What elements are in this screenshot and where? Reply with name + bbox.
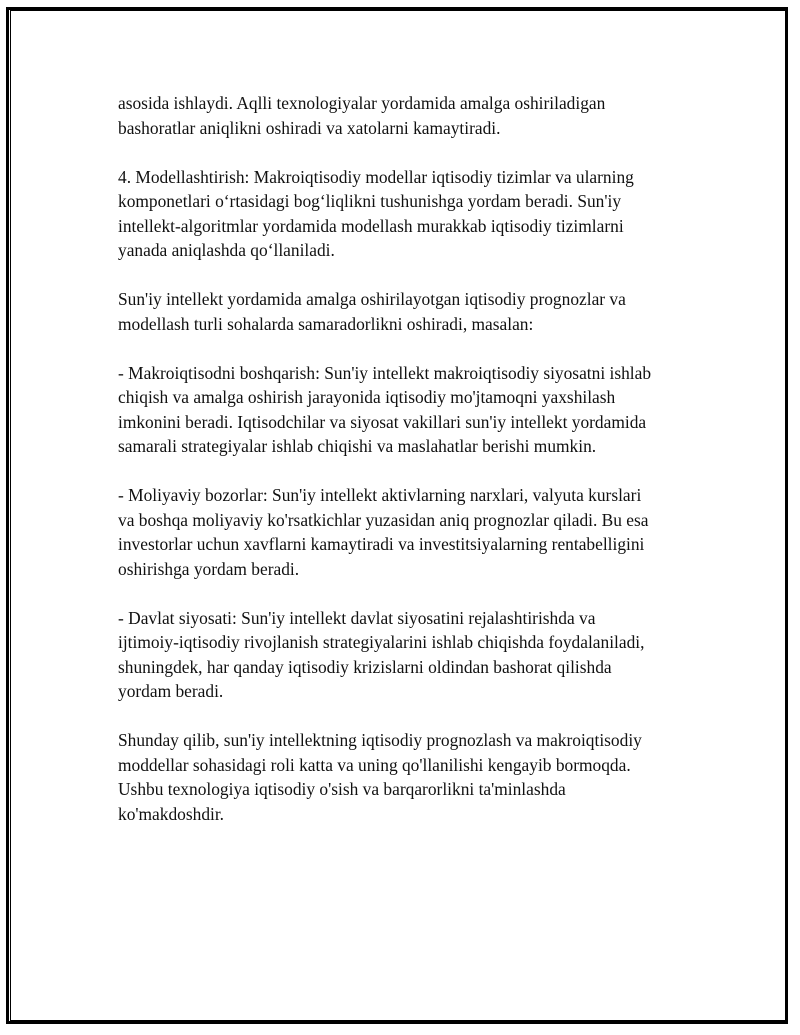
paragraph-conclusion: Shunday qilib, sun'iy intellektning iqtisodiy prognozlash va makroiqtisodiy moddellar sohasidagi roli katta va uning qo'llanilishi kengayib bormoqda. Ushbu texnologiya iqtisodiy o'sish va barqarorlikni ta'minlashda ko'makdoshdir. [118, 730, 642, 824]
document-body [118, 91, 693, 851]
paragraph-intro-continuation: asosida ishlaydi. Aqlli texnologiyalar yordamida amalga oshiriladigan bashoratlar aniqlikni oshiradi va xatolarni kamaytiradi. [118, 93, 606, 138]
paragraph-modellashtirish: 4. Modellashtirish: Makroiqtisodiy modellar iqtisodiy tizimlar va ularning komponetlari o‘rtasidagi bog‘liqlikni tushunishga yordam beradi. Sun'iy intellekt-algoritmlar yordamida modellash murakkab iqtisodiy tizimlarni yanada aniqlashda qo‘llaniladi. [118, 166, 634, 260]
list-item-makroiqtisod: - Makroiqtisodni boshqarish: Sun'iy intellekt makroiqtisodiy siyosatni ishlab chiqish va amalga oshirish jarayonida iqtisodiy mo'jtamoqni yaxshilash imkonini beradi. Iqtisodchilar va siyosat vakillari sun'iy intellekt yordamida samarali strategiyalar ishlab chiqishi va maslahatlar berishi mumkin. [118, 362, 652, 456]
list-item-davlat-siyosati: - Davlat siyosati: Sun'iy intellekt davlat siyosatini rejalashtirishda va ijtimoiy-iqtisodiy rivojlanish strategiyalarini ishlab chiqishda foydalaniladi, shuningdek, har qanday iqtisodiy krizislarni oldindan bashorat qilishda yordam beradi. [118, 607, 645, 701]
paragraph-summary-intro: Sun'iy intellekt yordamida amalga oshirilayotgan iqtisodiy prognozlar va modellash turli sohalarda samaradorlikni oshiradi, masalan: [118, 289, 626, 334]
list-item-moliyaviy-bozorlar: - Moliyaviy bozorlar: Sun'iy intellekt aktivlarning narxlari, valyuta kurslari va boshqa moliyaviy ko'rsatkichlar yuzasidan aniq prognozlar qiladi. Bu esa investorlar uchun xavflarni kamaytiradi va investitsiyalarning rentabelligini oshirishga yordam beradi. [118, 485, 649, 579]
